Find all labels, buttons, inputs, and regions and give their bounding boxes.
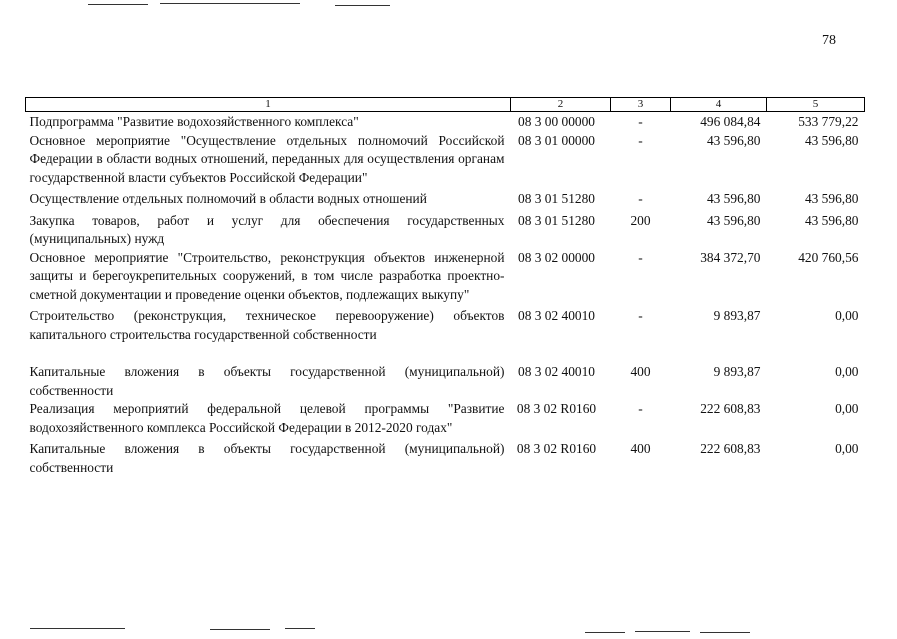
table-row [26, 344, 865, 400]
table-row [26, 132, 865, 188]
row-code: 08 3 02 40010 [518, 308, 595, 323]
row-sum-1: 9 893,87 [713, 308, 761, 323]
row-type: - [638, 249, 643, 265]
scan-artifact-top [335, 5, 390, 6]
scan-artifact-bottom [210, 629, 270, 630]
row-name: Закупка товаров, работ и услуг для обеспечения государственных (муниципальных) нужд [29, 212, 505, 246]
row-sum-2: 533 779,22 [798, 114, 859, 129]
budget-table [25, 97, 865, 477]
row-name: Основное мероприятие "Строительство, реконструкция объектов инженерной защиты и берегоукрепительных сооружений, в том числе разработка проектно-сметной документации и проведение оценки объектов, подлежащих выкупу" [29, 249, 505, 302]
row-sum-2: 43 596,80 [804, 191, 859, 206]
column-header: 5 [767, 98, 865, 112]
row-code: 08 3 00 00000 [518, 114, 595, 129]
column-header: 4 [671, 98, 767, 112]
row-sum-1: 43 596,80 [706, 212, 761, 228]
row-type: 400 [630, 441, 651, 456]
row-sum-1: 222 608,83 [700, 401, 761, 416]
row-type: - [638, 114, 643, 129]
row-sum-1: 222 608,83 [700, 441, 761, 456]
row-name: Строительство (реконструкция, техническое перевооружение) объектов капитального строительства государственной собственности [29, 308, 505, 342]
scan-artifact-bottom [585, 632, 625, 633]
table-header-row [26, 98, 865, 112]
column-header: 3 [611, 98, 671, 112]
row-code: 08 3 02 R0160 [516, 441, 597, 456]
table-row [26, 437, 865, 477]
row-sum-1: 9 893,87 [713, 364, 761, 379]
row-name: Подпрограмма "Развитие водохозяйственного комплекса" [29, 114, 359, 129]
row-name: Осуществление отдельных полномочий в области водных отношений [29, 191, 427, 206]
row-sum-2: 0,00 [835, 308, 859, 323]
row-type: - [638, 132, 643, 148]
row-sum-2: 0,00 [835, 364, 859, 379]
row-type: 400 [630, 364, 651, 379]
row-sum-2: 0,00 [835, 441, 859, 456]
row-sum-1: 43 596,80 [706, 132, 761, 148]
row-type: - [638, 401, 643, 416]
row-sum-2: 0,00 [835, 401, 859, 416]
table-row [26, 249, 865, 305]
scan-artifact-top [160, 3, 300, 4]
table-row [26, 304, 865, 344]
row-name: Реализация мероприятий федеральной целевой программы "Развитие водохозяйственного комплекса Российской Федерации в 2012-2020 годах" [29, 401, 505, 435]
row-sum-2: 43 596,80 [804, 132, 859, 148]
scan-artifact-bottom [635, 631, 690, 632]
page-number: 78 [822, 33, 836, 48]
row-code: 08 3 02 40010 [518, 364, 595, 379]
row-code: 08 3 01 00000 [518, 132, 595, 148]
row-name: Капитальные вложения в объекты государственной (муниципальной) собственности [29, 441, 505, 475]
row-sum-1: 43 596,80 [706, 191, 761, 206]
table-row [26, 209, 865, 249]
scan-artifact-bottom [700, 632, 750, 633]
table-row [26, 187, 865, 209]
scan-artifact-bottom [285, 628, 315, 629]
table-row [26, 400, 865, 437]
row-name: Основное мероприятие "Осуществление отдельных полномочий Российской Федерации в области водных отношений, переданных для осуществления органам государственной власти субъектов Российской Федерации" [29, 132, 505, 185]
row-sum-2: 43 596,80 [804, 212, 859, 228]
row-sum-1: 384 372,70 [700, 249, 761, 265]
row-type: - [638, 308, 643, 323]
row-code: 08 3 02 R0160 [516, 401, 597, 416]
column-header: 1 [26, 98, 511, 112]
column-header: 2 [511, 98, 611, 112]
row-name: Капитальные вложения в объекты государственной (муниципальной) собственности [29, 364, 505, 398]
scan-artifact-top [88, 4, 148, 5]
row-code: 08 3 02 00000 [518, 249, 595, 265]
scan-artifact-bottom [30, 628, 125, 629]
row-type: 200 [630, 212, 651, 228]
row-sum-2: 420 760,56 [798, 249, 859, 265]
row-type: - [638, 191, 643, 206]
row-sum-1: 496 084,84 [700, 114, 761, 129]
row-code: 08 3 01 51280 [518, 212, 595, 228]
row-code: 08 3 01 51280 [518, 191, 595, 206]
table-row [26, 112, 865, 132]
